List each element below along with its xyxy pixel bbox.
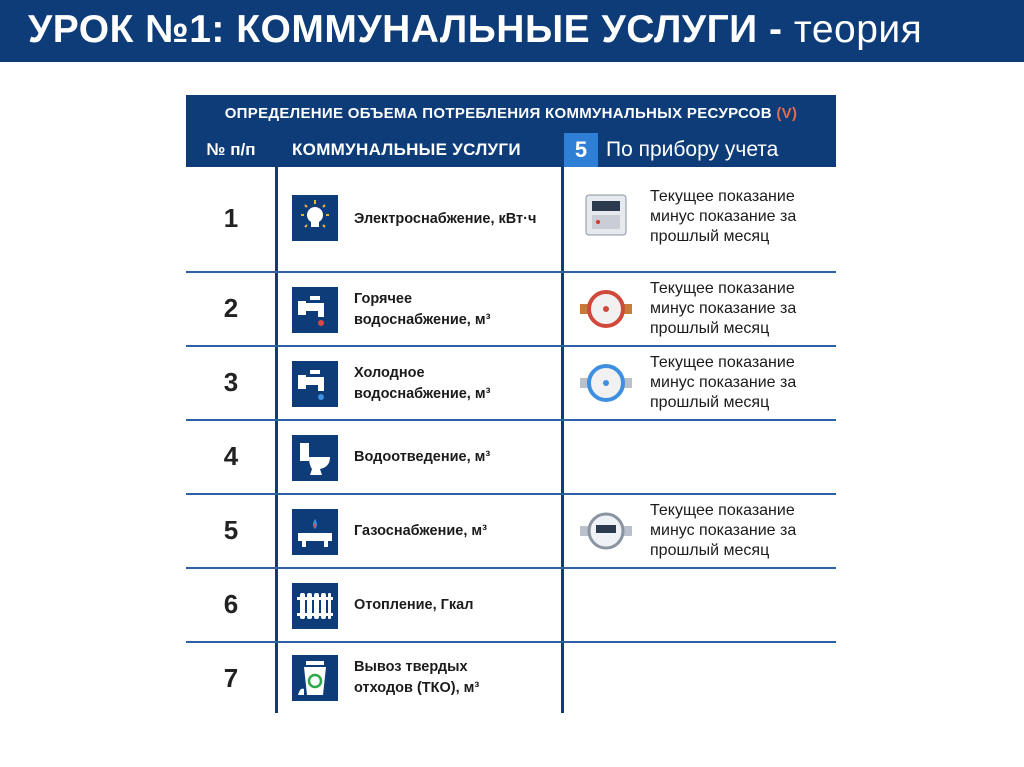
method-description bbox=[650, 279, 796, 339]
service-label-line: водоснабжение, м³ bbox=[354, 312, 491, 328]
table-row bbox=[186, 495, 836, 569]
method-description-line: Текущее показание bbox=[650, 354, 795, 371]
column-header-method-number: 5 bbox=[564, 133, 598, 167]
method-description bbox=[650, 501, 796, 561]
method-description bbox=[650, 187, 796, 247]
method-description-line: минус показание за bbox=[650, 300, 797, 317]
page-title-main: УРОК №1: КОММУНАЛЬНЫЕ УСЛУГИ - bbox=[28, 8, 783, 51]
service-label-line: Газоснабжение, м³ bbox=[354, 523, 487, 539]
method-description-line: Текущее показание bbox=[650, 188, 795, 205]
service-label-line: Водоотведение, м³ bbox=[354, 449, 491, 465]
service-label-line: отходов (ТКО), м³ bbox=[354, 680, 480, 696]
table-heading bbox=[186, 95, 836, 133]
table-header-row bbox=[186, 133, 836, 167]
method-description-line: прошлый месяц bbox=[650, 228, 770, 245]
row-number: 6 bbox=[223, 589, 239, 619]
service-label-line: Вывоз твердых bbox=[354, 659, 468, 675]
service-label bbox=[354, 595, 473, 616]
cold-water-meter-icon bbox=[578, 361, 634, 405]
radiator-icon bbox=[292, 583, 338, 629]
page-title bbox=[28, 8, 922, 52]
row-number: 2 bbox=[223, 293, 239, 323]
hot-water-tap-icon bbox=[292, 287, 338, 333]
service-label bbox=[354, 289, 490, 331]
service-label bbox=[354, 209, 536, 230]
column-header-number: № п/п bbox=[206, 140, 256, 159]
method-description-line: минус показание за bbox=[650, 208, 797, 225]
table-row bbox=[186, 347, 836, 421]
service-label-line: Холодное bbox=[354, 365, 425, 381]
utilities-table bbox=[186, 95, 836, 713]
lightbulb-icon bbox=[292, 195, 338, 241]
toilet-icon bbox=[292, 435, 338, 481]
row-number: 7 bbox=[223, 663, 239, 693]
table-heading-text: ОПРЕДЕЛЕНИЕ ОБЪЕМА ПОТРЕБЛЕНИЯ КОММУНАЛЬНЫХ РЕСУРСОВ bbox=[224, 105, 772, 122]
method-description-line: Текущее показание bbox=[650, 502, 795, 519]
method-description-line: минус показание за bbox=[650, 374, 797, 391]
row-number: 5 bbox=[223, 515, 239, 545]
table-row bbox=[186, 273, 836, 347]
service-label bbox=[354, 363, 490, 405]
service-label-line: Электроснабжение, кВт·ч bbox=[354, 211, 537, 227]
service-label-line: водоснабжение, м³ bbox=[354, 386, 491, 402]
table-row bbox=[186, 167, 836, 273]
row-number: 1 bbox=[223, 203, 239, 233]
page-title-suffix: теория bbox=[793, 8, 923, 51]
cold-water-tap-icon bbox=[292, 361, 338, 407]
service-label bbox=[354, 521, 487, 542]
method-description-line: прошлый месяц bbox=[650, 542, 770, 559]
title-banner bbox=[0, 0, 1024, 62]
method-description-line: минус показание за bbox=[650, 522, 797, 539]
method-description-line: прошлый месяц bbox=[650, 394, 770, 411]
column-header-service: КОММУНАЛЬНЫЕ УСЛУГИ bbox=[292, 140, 521, 159]
method-description-line: Текущее показание bbox=[650, 280, 795, 297]
table-row bbox=[186, 643, 836, 713]
method-description bbox=[650, 353, 796, 413]
method-description-line: прошлый месяц bbox=[650, 320, 770, 337]
gas-stove-icon bbox=[292, 509, 338, 555]
row-number: 4 bbox=[223, 441, 239, 471]
gas-meter-icon bbox=[578, 509, 634, 553]
table-heading-unit: (V) bbox=[776, 105, 798, 122]
column-header-method: По прибору учета bbox=[606, 138, 779, 161]
service-label bbox=[354, 447, 490, 468]
service-label bbox=[354, 657, 479, 699]
hot-water-meter-icon bbox=[578, 287, 634, 331]
waste-bin-icon bbox=[292, 655, 338, 701]
row-number: 3 bbox=[223, 367, 239, 397]
electricity-meter-icon bbox=[578, 193, 634, 237]
table-row bbox=[186, 569, 836, 643]
service-label-line: Горячее bbox=[354, 291, 413, 307]
service-label-line: Отопление, Гкал bbox=[354, 597, 474, 613]
table-row bbox=[186, 421, 836, 495]
